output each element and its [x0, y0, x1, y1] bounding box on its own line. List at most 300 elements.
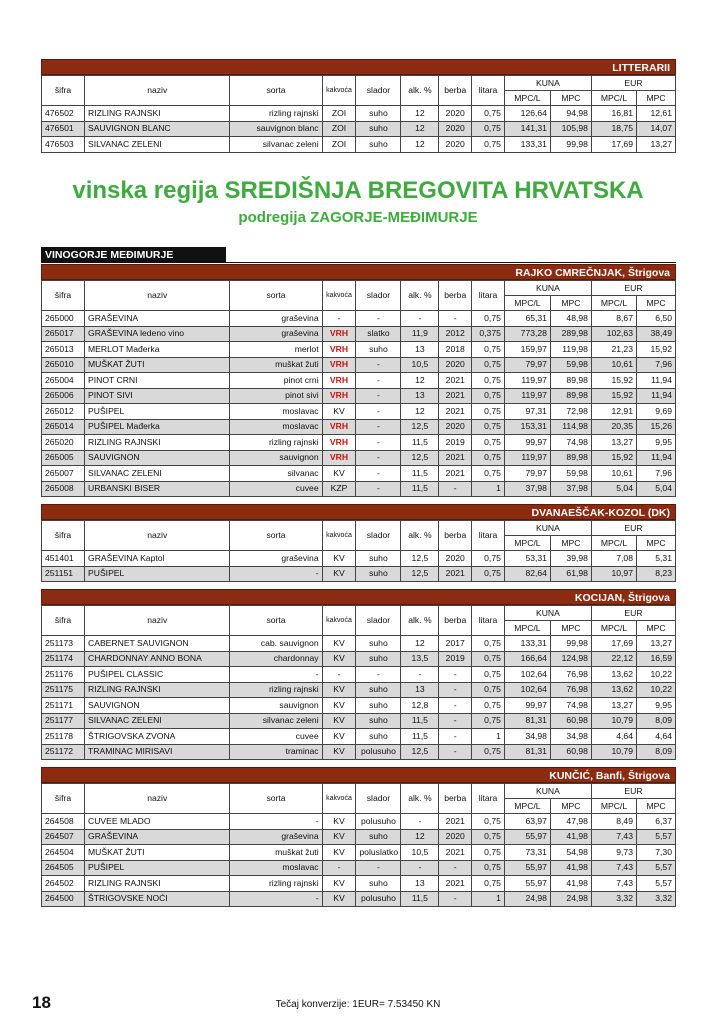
table-cell: 76,98 [550, 667, 591, 683]
wine-table [41, 75, 676, 153]
col-header-eur-mpcl: MPC/L [591, 621, 636, 636]
col-header-berba: berba [439, 281, 472, 311]
table-cell: 63,97 [504, 814, 550, 830]
table-cell: VRH [322, 373, 356, 389]
table-cell: 48,98 [550, 311, 591, 327]
table-cell: RIZLING RAJNSKI [85, 682, 230, 698]
table-row [42, 466, 676, 482]
table-cell: 60,98 [550, 744, 591, 760]
table-cell: moslavac [230, 404, 322, 420]
table-cell: 2020 [439, 551, 472, 567]
table-cell: 16,59 [637, 651, 676, 667]
table-cell: - [439, 713, 472, 729]
table-cell: 81,31 [504, 713, 550, 729]
table-cell: polusuho [356, 744, 401, 760]
col-header-kakvoca: kakvoća [322, 76, 356, 106]
table-cell: sauvignon [230, 450, 322, 466]
table-cell: 2021 [439, 566, 472, 582]
table-cell: rizling rajnski [230, 876, 322, 892]
table-cell: 11,9 [401, 326, 439, 342]
table-cell: 12,8 [401, 698, 439, 714]
table-cell: 47,98 [550, 814, 591, 830]
table-cell: 159,97 [504, 342, 550, 358]
table-cell: 10,79 [591, 744, 636, 760]
table-cell: MUŠKAT ŽUTI [85, 357, 230, 373]
table-cell: 60,98 [550, 713, 591, 729]
table-cell: 7,08 [591, 551, 636, 567]
table-cell: URBANSKI BISER [85, 481, 230, 497]
col-header-alk: alk. % [401, 76, 439, 106]
producer-name: KUNČIĆ, Banfi, Štrigova [41, 767, 676, 783]
table-cell: 2021 [439, 388, 472, 404]
table-cell: 7,43 [591, 860, 636, 876]
table-cell: 74,98 [550, 435, 591, 451]
table-row [42, 419, 676, 435]
table-cell: ZOI [322, 137, 356, 153]
table-cell: silvanac [230, 466, 322, 482]
table-cell: ŠTRIGOVSKA ZVONA [85, 729, 230, 745]
col-header-berba: berba [439, 521, 472, 551]
wine-table [41, 520, 676, 582]
table-cell: 2020 [439, 121, 472, 137]
table-cell: SILVANAC ZELENI [85, 137, 230, 153]
col-header-litara: litara [472, 76, 505, 106]
table-cell: 4,64 [637, 729, 676, 745]
table-cell: graševina [230, 326, 322, 342]
table-cell: 10,97 [591, 566, 636, 582]
table-cell: - [356, 388, 401, 404]
col-header-kuna: KUNA [504, 521, 591, 536]
table-cell: VRH [322, 357, 356, 373]
table-cell: 2021 [439, 466, 472, 482]
table-row [42, 814, 676, 830]
table-cell: 55,97 [504, 860, 550, 876]
table-cell: 18,75 [591, 121, 636, 137]
table-cell: 97,31 [504, 404, 550, 420]
table-cell: 0,75 [472, 744, 505, 760]
table-cell: 10,5 [401, 357, 439, 373]
table-cell: KV [322, 466, 356, 482]
table-cell: - [356, 404, 401, 420]
table-cell: 15,92 [637, 342, 676, 358]
table-cell: 59,98 [550, 466, 591, 482]
table-cell: GRAŠEVINA [85, 311, 230, 327]
table-cell: 13,27 [591, 435, 636, 451]
table-cell: 0,75 [472, 137, 505, 153]
table-cell: CABERNET SAUVIGNON [85, 636, 230, 652]
table-cell: 2021 [439, 814, 472, 830]
table-cell: 99,98 [550, 137, 591, 153]
table-cell: 7,43 [591, 829, 636, 845]
table-row [42, 311, 676, 327]
table-cell: PUŠIPEL [85, 860, 230, 876]
col-header-alk: alk. % [401, 784, 439, 814]
col-header-sorta: sorta [230, 281, 322, 311]
col-header-naziv: naziv [85, 281, 230, 311]
table-cell: 9,95 [637, 435, 676, 451]
table-cell: 2017 [439, 636, 472, 652]
table-cell: - [439, 311, 472, 327]
table-cell: 99,98 [550, 636, 591, 652]
table-cell: 2020 [439, 357, 472, 373]
table-cell: 13,27 [591, 698, 636, 714]
table-cell: pinot crni [230, 373, 322, 389]
col-header-litara: litara [472, 606, 505, 636]
col-header-sorta: sorta [230, 784, 322, 814]
table-row [42, 860, 676, 876]
table-cell: graševina [230, 829, 322, 845]
table-cell: 0,75 [472, 311, 505, 327]
table-cell: 65,31 [504, 311, 550, 327]
col-header-slador: slador [356, 784, 401, 814]
table-cell: 0,75 [472, 651, 505, 667]
table-cell: suho [356, 651, 401, 667]
col-header-eur-mpc: MPC [637, 799, 676, 814]
table-cell: 74,98 [550, 698, 591, 714]
table-cell: 9,73 [591, 845, 636, 861]
table-cell: SILVANAC ZELENI [85, 466, 230, 482]
table-cell: - [356, 481, 401, 497]
table-cell: - [439, 667, 472, 683]
table-cell: 89,98 [550, 373, 591, 389]
table-cell: 0,75 [472, 121, 505, 137]
table-cell: 2021 [439, 845, 472, 861]
table-cell: PUŠIPEL [85, 566, 230, 582]
table-cell: 12,5 [401, 744, 439, 760]
table-cell: 10,22 [637, 667, 676, 683]
table-cell: 0,75 [472, 404, 505, 420]
table-cell: slatko [356, 326, 401, 342]
table-cell: 8,09 [637, 744, 676, 760]
table-cell: 17,69 [591, 636, 636, 652]
table-cell: 15,92 [591, 388, 636, 404]
page-number: 18 [32, 993, 51, 1012]
table-cell: 82,64 [504, 566, 550, 582]
table-cell: - [401, 311, 439, 327]
table-cell: 11,5 [401, 435, 439, 451]
table-cell: 476502 [42, 106, 85, 122]
wine-table [41, 605, 676, 760]
col-header-kakvoca: kakvoća [322, 281, 356, 311]
table-cell: 5,57 [637, 876, 676, 892]
table-cell: VRH [322, 450, 356, 466]
table-cell: KV [322, 829, 356, 845]
table-cell: KV [322, 891, 356, 907]
table-cell: 13 [401, 342, 439, 358]
col-header-kakvoca: kakvoća [322, 606, 356, 636]
table-cell: 0,75 [472, 357, 505, 373]
table-row [42, 744, 676, 760]
table-cell: 10,79 [591, 713, 636, 729]
col-header-eur-mpc: MPC [637, 296, 676, 311]
col-header-kuna: KUNA [504, 281, 591, 296]
table-cell: KV [322, 566, 356, 582]
exchange-rate: Tečaj konverzije: 1EUR= 7.53450 KN [275, 999, 441, 1010]
table-cell: silvanac zeleni [230, 713, 322, 729]
table-cell: suho [356, 342, 401, 358]
table-cell: 7,30 [637, 845, 676, 861]
table-cell: 99,97 [504, 435, 550, 451]
col-header-eur-mpcl: MPC/L [591, 536, 636, 551]
table-cell: KV [322, 636, 356, 652]
col-header-kuna-mpc: MPC [550, 536, 591, 551]
table-cell: 13,62 [591, 667, 636, 683]
table-cell: 265007 [42, 466, 85, 482]
vinogorje-label: VINOGORJE MEĐIMURJE [41, 247, 226, 263]
table-cell: rizling rajnski [230, 435, 322, 451]
table-cell: 2012 [439, 326, 472, 342]
col-header-berba: berba [439, 76, 472, 106]
table-cell: CHARDONNAY ANNO BONA [85, 651, 230, 667]
table-cell: 166,64 [504, 651, 550, 667]
table-cell: 2021 [439, 373, 472, 389]
table-cell: 55,97 [504, 876, 550, 892]
table-cell: 7,96 [637, 466, 676, 482]
table-cell: 0,75 [472, 551, 505, 567]
table-cell: KV [322, 404, 356, 420]
table-cell: - [401, 667, 439, 683]
table-cell: VRH [322, 342, 356, 358]
table-cell: 54,98 [550, 845, 591, 861]
table-cell: - [439, 860, 472, 876]
table-cell: 119,98 [550, 342, 591, 358]
table-cell: PUŠIPEL [85, 404, 230, 420]
table-cell: 12 [401, 404, 439, 420]
table-cell: 89,98 [550, 450, 591, 466]
table-cell: 0,75 [472, 698, 505, 714]
table-cell: 15,92 [591, 373, 636, 389]
table-cell: 38,49 [637, 326, 676, 342]
table-cell: 0,75 [472, 342, 505, 358]
table-cell: rizling rajnski [230, 682, 322, 698]
table-cell: cab. sauvignon [230, 636, 322, 652]
table-cell: TRAMINAC MIRISAVI [85, 744, 230, 760]
table-cell: 119,97 [504, 373, 550, 389]
table-cell: 13,27 [637, 137, 676, 153]
table-cell: 72,98 [550, 404, 591, 420]
producer-name: KOCIJAN, Štrigova [41, 589, 676, 605]
table-cell: 2019 [439, 651, 472, 667]
table-cell: 265008 [42, 481, 85, 497]
table-cell: 289,98 [550, 326, 591, 342]
table-cell: 265000 [42, 311, 85, 327]
table-cell: 13,5 [401, 651, 439, 667]
col-header-slador: slador [356, 76, 401, 106]
col-header-sifra: šifra [42, 281, 85, 311]
table-cell: 15,92 [591, 450, 636, 466]
table-cell: 1 [472, 729, 505, 745]
col-header-berba: berba [439, 606, 472, 636]
table-cell: 81,31 [504, 744, 550, 760]
table-cell: 12 [401, 636, 439, 652]
table-cell: 99,97 [504, 698, 550, 714]
table-cell: 14,07 [637, 121, 676, 137]
table-cell: 265005 [42, 450, 85, 466]
table-cell: moslavac [230, 419, 322, 435]
col-header-sifra: šifra [42, 521, 85, 551]
table-cell: 0,75 [472, 860, 505, 876]
table-cell: 251178 [42, 729, 85, 745]
table-cell: RIZLING RAJNSKI [85, 435, 230, 451]
col-header-kuna-mpcl: MPC/L [504, 621, 550, 636]
table-cell: polusuho [356, 814, 401, 830]
table-cell: suho [356, 121, 401, 137]
table-cell: 5,04 [637, 481, 676, 497]
table-cell: 102,64 [504, 667, 550, 683]
table-cell: SILVANAC ZELENI [85, 713, 230, 729]
table-cell: 476501 [42, 121, 85, 137]
table-cell: 265014 [42, 419, 85, 435]
table-cell: 5,31 [637, 551, 676, 567]
table-cell: 8,23 [637, 566, 676, 582]
table-cell: 12 [401, 829, 439, 845]
table-row [42, 729, 676, 745]
table-cell: - [401, 860, 439, 876]
table-cell: VRH [322, 419, 356, 435]
table-cell: 37,98 [504, 481, 550, 497]
table-cell: suho [356, 698, 401, 714]
table-cell: 124,98 [550, 651, 591, 667]
table-cell: 2021 [439, 876, 472, 892]
table-cell: graševina [230, 551, 322, 567]
table-cell: 133,31 [504, 137, 550, 153]
table-cell: moslavac [230, 860, 322, 876]
table-row [42, 891, 676, 907]
table-row [42, 651, 676, 667]
table-cell: 24,98 [550, 891, 591, 907]
table-row [42, 481, 676, 497]
table-cell: 79,97 [504, 357, 550, 373]
producer-section [41, 504, 676, 582]
table-row [42, 845, 676, 861]
table-cell: 37,98 [550, 481, 591, 497]
table-cell: - [439, 682, 472, 698]
table-cell: - [356, 667, 401, 683]
table-cell: suho [356, 106, 401, 122]
table-cell: 251171 [42, 698, 85, 714]
table-cell: 265004 [42, 373, 85, 389]
table-cell: KZP [322, 481, 356, 497]
table-cell: KV [322, 876, 356, 892]
table-cell: ZOI [322, 121, 356, 137]
table-cell: suho [356, 566, 401, 582]
table-cell: 41,98 [550, 829, 591, 845]
table-cell: 24,98 [504, 891, 550, 907]
col-header-naziv: naziv [85, 784, 230, 814]
table-row [42, 876, 676, 892]
table-cell: 0,75 [472, 450, 505, 466]
wine-table [41, 280, 676, 497]
table-cell: VRH [322, 326, 356, 342]
col-header-kuna-mpcl: MPC/L [504, 799, 550, 814]
table-cell: - [356, 311, 401, 327]
table-cell: suho [356, 137, 401, 153]
table-cell: SAUVIGNON BLANC [85, 121, 230, 137]
table-cell: - [356, 860, 401, 876]
table-cell: 11,5 [401, 466, 439, 482]
table-cell: - [230, 891, 322, 907]
col-header-kuna: KUNA [504, 784, 591, 799]
table-cell: - [439, 698, 472, 714]
col-header-kuna-mpc: MPC [550, 296, 591, 311]
table-row [42, 121, 676, 137]
table-cell: KV [322, 682, 356, 698]
table-cell: 9,95 [637, 698, 676, 714]
table-row [42, 829, 676, 845]
table-cell: 2019 [439, 435, 472, 451]
table-cell: 8,67 [591, 311, 636, 327]
table-cell: KV [322, 651, 356, 667]
col-header-kuna-mpc: MPC [550, 621, 591, 636]
table-cell: 2021 [439, 404, 472, 420]
table-cell: - [439, 744, 472, 760]
table-cell: - [230, 667, 322, 683]
table-row [42, 636, 676, 652]
table-cell: 264502 [42, 876, 85, 892]
table-cell: RIZLING RAJNSKI [85, 106, 230, 122]
table-cell: 13 [401, 388, 439, 404]
table-cell: 133,31 [504, 636, 550, 652]
table-cell: 12,61 [637, 106, 676, 122]
table-cell: 102,64 [504, 682, 550, 698]
table-cell: 265020 [42, 435, 85, 451]
col-header-naziv: naziv [85, 606, 230, 636]
table-cell: 3,32 [591, 891, 636, 907]
table-row [42, 373, 676, 389]
divider [226, 262, 676, 263]
table-cell: 10,22 [637, 682, 676, 698]
table-cell: GRAŠEVINA Kaptol [85, 551, 230, 567]
table-cell: 265017 [42, 326, 85, 342]
table-cell: 17,69 [591, 137, 636, 153]
table-cell: 476503 [42, 137, 85, 153]
table-cell: 22,12 [591, 651, 636, 667]
table-cell: 8,49 [591, 814, 636, 830]
table-cell: 1 [472, 891, 505, 907]
col-header-sorta: sorta [230, 76, 322, 106]
col-header-kuna-mpcl: MPC/L [504, 91, 550, 106]
table-cell: suho [356, 713, 401, 729]
table-row [42, 450, 676, 466]
table-row [42, 326, 676, 342]
table-cell: polusuho [356, 891, 401, 907]
table-cell: 102,63 [591, 326, 636, 342]
col-header-kuna: KUNA [504, 606, 591, 621]
table-cell: ŠTRIGOVSKE NOĆI [85, 891, 230, 907]
col-header-kuna-mpcl: MPC/L [504, 536, 550, 551]
table-cell: 0,75 [472, 636, 505, 652]
table-cell: 2020 [439, 829, 472, 845]
table-cell: 12,5 [401, 450, 439, 466]
region-title: vinska regija SREDIŠNJA BREGOVITA HRVATSKA [72, 177, 644, 204]
table-cell: 0,75 [472, 373, 505, 389]
table-cell: 451401 [42, 551, 85, 567]
table-row [42, 698, 676, 714]
table-cell: 20,35 [591, 419, 636, 435]
table-cell: 15,26 [637, 419, 676, 435]
table-cell: 76,98 [550, 682, 591, 698]
subregion-title: podregija ZAGORJE-MEĐIMURJE [238, 209, 478, 226]
table-row [42, 106, 676, 122]
producer-name: DVANAEŠČAK-KOZOL (DK) [41, 504, 676, 520]
table-row [42, 682, 676, 698]
table-cell: 2020 [439, 137, 472, 153]
table-cell: 773,28 [504, 326, 550, 342]
table-cell: 55,97 [504, 829, 550, 845]
table-cell: 1 [472, 481, 505, 497]
table-cell: - [356, 466, 401, 482]
table-cell: 265012 [42, 404, 85, 420]
